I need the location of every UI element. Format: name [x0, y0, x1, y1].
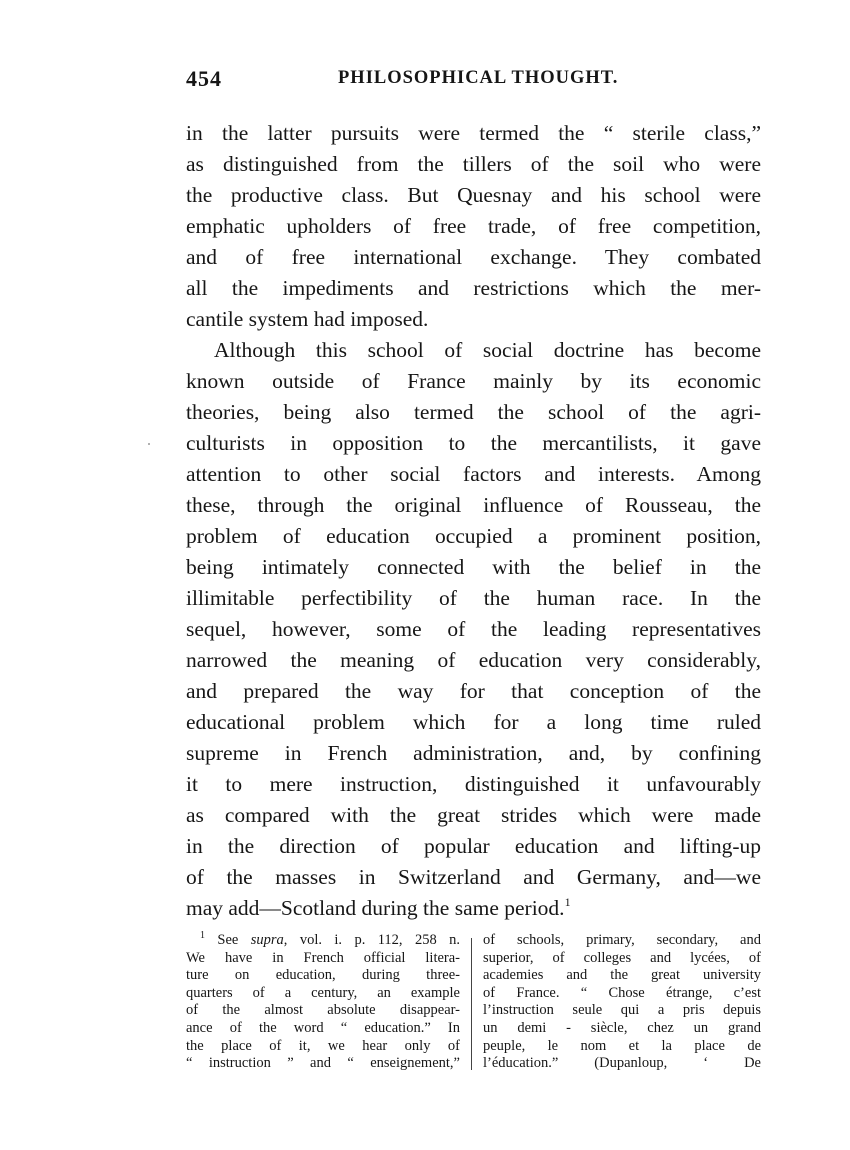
text-line: as compared with the great strides which were made: [186, 803, 761, 827]
text-line-last: [186, 893, 761, 924]
text-line: all the impediments and restrictions which the mer-: [186, 276, 761, 300]
scan-speck: [148, 443, 150, 445]
text-line: attention to other social factors and interests. Among: [186, 462, 761, 486]
body-text: [186, 118, 761, 924]
footnote-line: l’éducation.” (Dupanloup, ‘ De: [483, 1055, 761, 1072]
text-line: as distinguished from the tillers of the soil who were: [186, 152, 761, 176]
text-line: illimitable perfectibility of the human race. In the: [186, 586, 761, 610]
text-line: these, through the original influence of Rousseau, the: [186, 493, 761, 517]
text-line: culturists in opposition to the mercantilists, it gave: [186, 431, 761, 455]
italic-term: supra: [250, 932, 284, 948]
text-line: theories, being also termed the school of the agri-: [186, 400, 761, 424]
footnote-line: We have in French official litera-: [186, 949, 460, 966]
footnote-line: peuple, le nom et la place de: [483, 1037, 761, 1054]
text-line: sequel, however, some of the leading representatives: [186, 617, 761, 641]
text-line: being intimately connected with the belief in the: [186, 555, 761, 579]
text-line: educational problem which for a long time ruled: [186, 710, 761, 734]
footnote-line: [186, 932, 460, 950]
footnote-line: the place of it, we hear only of: [186, 1037, 460, 1054]
text-line: in the direction of popular education and lifting-up: [186, 834, 761, 858]
footnote-reference: 1: [564, 895, 571, 909]
footnote-line: academies and the great university: [483, 967, 761, 984]
footnote-column-left: [186, 932, 460, 1073]
footnote-line: of France. “ Chose étrange, c’est: [483, 984, 761, 1001]
text-line-content: may add—Scotland during the same period.: [186, 896, 565, 920]
footnote-number: 1: [200, 930, 205, 941]
footnote-line: ture on education, during three-: [186, 967, 460, 984]
text-line: it to mere instruction, distinguished it unfavourably: [186, 772, 761, 796]
text-line: of the masses in Switzerland and Germany, and—we: [186, 865, 761, 889]
text-line: and of free international exchange. They combated: [186, 245, 761, 269]
footnote-line: of schools, primary, secondary, and: [483, 932, 761, 948]
footnote-line: ance of the word “ education.” In: [186, 1019, 460, 1036]
text-line: known outside of France mainly by its economic: [186, 369, 761, 393]
running-head: [186, 66, 761, 102]
footnotes: [186, 932, 761, 1078]
footnote-column-divider: [471, 938, 472, 1070]
running-title: PHILOSOPHICAL THOUGHT.: [338, 68, 619, 88]
footnote-line: un demi - siècle, chez un grand: [483, 1019, 761, 1036]
footnote-column-right: [483, 932, 761, 1073]
text-line: and prepared the way for that conception of the: [186, 679, 761, 703]
text-line: cantile system had imposed.: [186, 307, 429, 331]
text-line: the productive class. But Quesnay and his school were: [186, 183, 761, 207]
text-line: narrowed the meaning of education very considerably,: [186, 648, 761, 672]
page-number: 454: [186, 66, 222, 91]
footnote-line: quarters of a century, an example: [186, 984, 460, 1001]
text-line: Although this school of social doctrine has become: [214, 338, 761, 362]
footnote-line: of the almost absolute disappear-: [186, 1002, 460, 1019]
text-line: problem of education occupied a prominent position,: [186, 524, 761, 548]
footnote-line-content: See supra, vol. i. p. 112, 258 n.: [217, 932, 460, 948]
footnote-line: l’instruction seule qui a pris depuis: [483, 1002, 761, 1019]
text-line: emphatic upholders of free trade, of free competition,: [186, 214, 761, 238]
text-line: in the latter pursuits were termed the “ sterile class,”: [186, 121, 761, 145]
footnote-line: “ instruction ” and “ enseignement,”: [186, 1055, 460, 1072]
text-line: supreme in French administration, and, by confining: [186, 741, 761, 765]
footnote-line: superior, of colleges and lycées, of: [483, 949, 761, 966]
